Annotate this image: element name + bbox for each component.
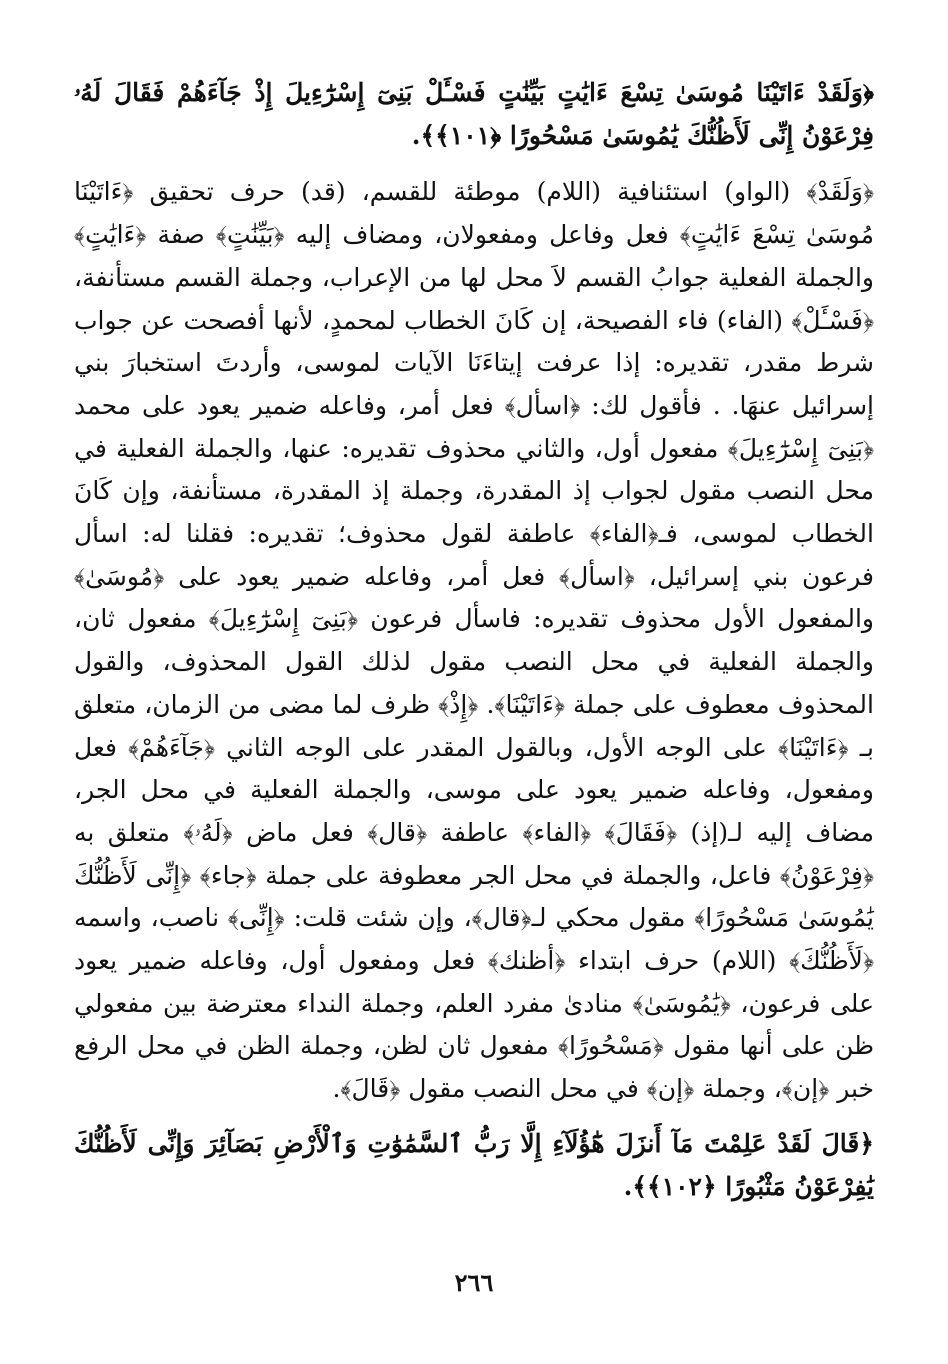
quran-verse-102: ﴿قَالَ لَقَدْ عَلِمْتَ مَآ أَنزَلَ هَٰٓؤُلَآءِ إِلَّا رَبُّ ٱلسَّمَٰوَٰتِ وَٱلْأَرْضِ بَصَآئِرَ وَإِنِّى لَأَظُنُّكَ يَٰفِرْعَوْنُ مَثْبُورًا ﴿١٠٢﴾﴾. — [74, 1128, 874, 1201]
quran-verse-101: ﴿وَلَقَدْ ءَاتَيْنَا مُوسَىٰ تِسْعَ ءَايَٰتٍ بَيِّنَٰتٍ فَسْـَٔلْ بَنِىٓ إِسْرَٰٓءِيلَ إِذْ جَآءَهُمْ فَقَالَ لَهُۥ فِرْعَوْنُ إِنِّى لَأَظُنُّكَ يَٰمُوسَىٰ مَسْحُورًا ﴿١٠١﴾﴾. — [74, 78, 874, 150]
page-number: ٢٦٦ — [454, 1268, 494, 1297]
grammatical-analysis: ﴿وَلَقَدْ﴾ (الواو) استئنافية (اللام) موطئة للقسم، (قد) حرف تحقيق ﴿ءَاتَيْنَا مُوسَىٰ تِسْعَ ءَايَٰتٍ﴾ فعل وفاعل ومفعولان، ومضاف إليه ﴿بَيِّنَٰتٍ﴾ صفة ﴿ءَايَٰتٍ﴾ والجملة الفعلية جوابُ القسم لاَ محل لها من الإعراب، وجملة القسم مستأنفة، ﴿فَسْـَٔلْ﴾ (الفاء) فاء الفصيحة، إن كَانَ الخطاب لمحمدٍ، لأنها أفصحت عن جواب شرط مقدر، تقديره: إذا عرفت إيتاءَنَا الآيات لموسى، وأردتَ استخبارَ بني إسرائيل عنهَا. . فأقول لك: ﴿اسأل﴾ فعل أمر، وفاعله ضمير يعود على محمد ﴿بَنِىٓ إِسْرَٰٓءِيلَ﴾ مفعول أول، والثاني محذوف تقديره: عنها، والجملة الفعلية في محل النصب مقول لجواب إذ المقدرة، وجملة إذ المقدرة، مستأنفة، وإن كَانَ الخطاب لموسى، فـ﴿الفاء﴾ عاطفة لقول محذوف؛ تقديره: فقلنا له: اسأل فرعون بني إسرائيل، ﴿اسأل﴾ فعل أمر، وفاعله ضمير يعود على ﴿مُوسَىٰ﴾ والمفعول الأول محذوف تقديره: فاسأل فرعون ﴿بَنِىٓ إِسْرَٰٓءِيلَ﴾ مفعول ثان، والجملة الفعلية في محل النصب مقول لذلك القول المحذوف، والقول المحذوف معطوف على جملة ﴿ءَاتَيْنَا﴾. ﴿إِذْ﴾ ظرف لما مضى من الزمان، متعلق بـ ﴿ءَاتَيْنَا﴾ على الوجه الأول، وبالقول المقدر على الوجه الثاني ﴿جَآءَهُمْ﴾ فعل ومفعول، وفاعله ضمير يعود على موسى، والجملة الفعلية في محل الجر، مضاف إليه لـ(إذ) ﴿فَقَالَ﴾ ﴿الفاء﴾ عاطفة ﴿قال﴾ فعل ماض ﴿لَهُۥ﴾ متعلق به ﴿فِرْعَوْنُ﴾ فاعل، والجملة في محل الجر معطوفة على جملة ﴿جاء﴾ ﴿إِنِّى لَأَظُنُّكَ يَٰمُوسَىٰ مَسْحُورًا﴾ مقول محكي لـ﴿قال﴾، وإن شئت قلت: ﴿إِنِّى﴾ ناصب، واسمه ﴿لَأَظُنُّكَ﴾ (اللام) حرف ابتداء ﴿أظنك﴾ فعل ومفعول أول، وفاعله ضمير يعود على فرعون، ﴿يَٰمُوسَىٰ﴾ منادىٰ مفرد العلم، وجملة النداء معترضة بين مفعولي ظن على أنها مقول ﴿مَسْحُورًا﴾ مفعول ثان لظن، وجملة الظن في محل الرفع خبر ﴿إن﴾، وجملة ﴿إن﴾ في محل النصب مقول ﴿قَالَ﴾. — [74, 177, 874, 1104]
